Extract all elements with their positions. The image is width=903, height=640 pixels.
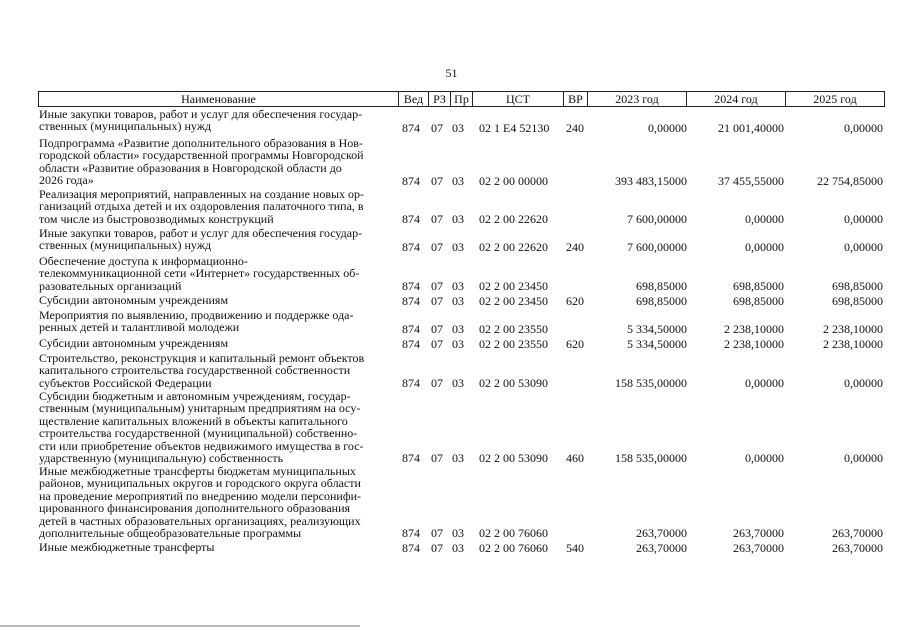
row-2025: 263,70000 <box>832 526 883 540</box>
page-number: 51 <box>445 66 458 80</box>
table-header <box>38 91 885 107</box>
row-ved: 874 <box>402 294 420 308</box>
row-pr: 03 <box>452 322 464 336</box>
row-2023: 5 334,50000 <box>627 322 687 336</box>
row-pr: 03 <box>452 294 464 308</box>
row-cst: 02 2 00 53090 <box>479 376 548 390</box>
row-2024: 263,70000 <box>733 526 784 540</box>
row-2024: 698,85000 <box>733 279 784 293</box>
row-name: Подпрограмма «Развитие дополнительного образования в Нов- городской области» государственной программы Новгородской области «Развитие образования в Новгородской области до 2026 года» <box>39 136 364 188</box>
row-2024: 0,00000 <box>745 451 784 465</box>
row-2023: 158 535,00000 <box>615 451 687 465</box>
row-vr: 620 <box>566 294 584 308</box>
row-cst: 02 2 00 00000 <box>479 174 548 188</box>
row-rz: 07 <box>431 240 443 254</box>
row-cst: 02 2 00 76060 <box>479 541 548 555</box>
table-row <box>38 227 885 253</box>
row-rz: 07 <box>431 376 443 390</box>
table-row <box>38 294 885 307</box>
row-rz: 07 <box>431 121 443 135</box>
row-vr: 620 <box>566 337 584 351</box>
row-name: Субсидии автономным учреждениям <box>39 336 229 350</box>
row-pr: 03 <box>452 240 464 254</box>
row-rz: 07 <box>431 541 443 555</box>
header-vr: ВР <box>563 92 587 106</box>
row-cst: 02 1 Е4 52130 <box>479 121 550 135</box>
row-name: Реализация мероприятий, направленных на создание новых ор- ганизаций отдыха детей и их оздоровления палаточного типа, в том числе из быстровозводимых конструкций <box>39 187 365 226</box>
header-rz: РЗ <box>428 92 450 106</box>
row-2024: 0,00000 <box>745 376 784 390</box>
row-pr: 03 <box>452 451 464 465</box>
row-name: Субсидии автономным учреждениям <box>39 293 229 307</box>
row-vr: 240 <box>566 240 584 254</box>
row-pr: 03 <box>452 174 464 188</box>
row-2024: 0,00000 <box>745 212 784 226</box>
row-cst: 02 2 00 22620 <box>479 212 548 226</box>
row-2023: 263,70000 <box>636 541 687 555</box>
row-pr: 03 <box>452 279 464 293</box>
row-cst: 02 2 00 76060 <box>479 526 548 540</box>
row-name: Обеспечение доступа к информационно- телекоммуникационной сети «Интернет» государственных об- разовательных организаций <box>39 254 360 293</box>
row-cst: 02 2 00 23450 <box>479 279 548 293</box>
header-name: Наименование <box>181 92 256 106</box>
row-2025: 263,70000 <box>832 541 883 555</box>
row-rz: 07 <box>431 526 443 540</box>
row-2025: 22 754,85000 <box>817 174 883 188</box>
row-vr: 540 <box>566 541 584 555</box>
row-cst: 02 2 00 23550 <box>479 322 548 336</box>
table-row <box>38 541 885 554</box>
row-name: Субсидии бюджетным и автономным учреждениям, государ- ственным (муниципальным) унитарным предприятиям на осу- ществление капитальных вложений в объекты капитального строительства государственной (муниципальной) собственно- сти или приобретение объектов недвижимого имущества в гос- ударственную (муниципальную) собственность <box>39 389 364 466</box>
row-ved: 874 <box>402 279 420 293</box>
row-name: Мероприятия по выявлению, продвижению и поддержке ода- ренных детей и талантливой молодежи <box>39 308 354 335</box>
table-row <box>38 108 885 134</box>
row-ved: 874 <box>402 337 420 351</box>
row-2023: 158 535,00000 <box>615 376 687 390</box>
row-ved: 874 <box>402 174 420 188</box>
row-2023: 263,70000 <box>636 526 687 540</box>
row-2025: 698,85000 <box>832 279 883 293</box>
header-cst: ЦСТ <box>472 92 563 106</box>
row-name: Строительство, реконструкция и капитальный ремонт объектов капитального строительства государственной собственности субъектов Российской Федерации <box>39 351 365 390</box>
row-name: Иные межбюджетные трансферты бюджетам муниципальных районов, муниципальных округов и городского округа области на проведение мероприятий по внедрению модели персонифи- цированного финансирования дополнительного образования детей в частных образовательных организациях, реализующих дополнительные общеобразовательные программы <box>39 464 362 541</box>
page-edge-line <box>0 625 360 627</box>
row-ved: 874 <box>402 322 420 336</box>
header-2025: 2025 год <box>785 92 884 106</box>
row-pr: 03 <box>452 541 464 555</box>
row-pr: 03 <box>452 212 464 226</box>
row-2023: 7 600,00000 <box>627 212 687 226</box>
row-2025: 2 238,10000 <box>823 322 883 336</box>
row-ved: 874 <box>402 526 420 540</box>
row-2025: 0,00000 <box>844 376 883 390</box>
row-2024: 2 238,10000 <box>724 337 784 351</box>
row-rz: 07 <box>431 174 443 188</box>
row-ved: 874 <box>402 376 420 390</box>
row-2023: 5 334,50000 <box>627 337 687 351</box>
row-rz: 07 <box>431 322 443 336</box>
row-cst: 02 2 00 23550 <box>479 337 548 351</box>
row-2024: 2 238,10000 <box>724 322 784 336</box>
row-rz: 07 <box>431 294 443 308</box>
row-2023: 7 600,00000 <box>627 240 687 254</box>
row-pr: 03 <box>452 337 464 351</box>
row-2024: 698,85000 <box>733 294 784 308</box>
row-2023: 0,00000 <box>648 121 687 135</box>
row-2023: 393 483,15000 <box>615 174 687 188</box>
row-2025: 0,00000 <box>844 451 883 465</box>
row-pr: 03 <box>452 526 464 540</box>
row-pr: 03 <box>452 121 464 135</box>
row-2025: 698,85000 <box>832 294 883 308</box>
row-ved: 874 <box>402 240 420 254</box>
header-pr: Пр <box>450 92 472 106</box>
row-cst: 02 2 00 23450 <box>479 294 548 308</box>
row-name: Иные межбюджетные трансферты <box>39 540 215 554</box>
row-2024: 263,70000 <box>733 541 784 555</box>
row-cst: 02 2 00 22620 <box>479 240 548 254</box>
row-rz: 07 <box>431 212 443 226</box>
row-vr: 460 <box>566 451 584 465</box>
row-rz: 07 <box>431 337 443 351</box>
row-cst: 02 2 00 53090 <box>479 451 548 465</box>
row-2023: 698,85000 <box>636 279 687 293</box>
header-2023: 2023 год <box>587 92 686 106</box>
row-ved: 874 <box>402 451 420 465</box>
table-row <box>38 188 885 225</box>
table-row <box>38 137 885 187</box>
row-2024: 37 455,55000 <box>718 174 784 188</box>
row-2025: 0,00000 <box>844 240 883 254</box>
table-row <box>38 352 885 389</box>
row-name: Иные закупки товаров, работ и услуг для обеспечения государ- ственных (муниципальных) нужд <box>39 226 363 253</box>
row-vr: 240 <box>566 121 584 135</box>
table-row <box>38 465 885 539</box>
row-ved: 874 <box>402 212 420 226</box>
table-row <box>38 390 885 464</box>
table-row <box>38 255 885 292</box>
row-ved: 874 <box>402 121 420 135</box>
row-2025: 0,00000 <box>844 121 883 135</box>
row-ved: 874 <box>402 541 420 555</box>
row-2023: 698,85000 <box>636 294 687 308</box>
table-row <box>38 337 885 350</box>
row-rz: 07 <box>431 451 443 465</box>
row-2025: 0,00000 <box>844 212 883 226</box>
row-pr: 03 <box>452 376 464 390</box>
header-ved: Вед <box>398 92 428 106</box>
table-row <box>38 309 885 335</box>
row-2024: 21 001,40000 <box>718 121 784 135</box>
row-name: Иные закупки товаров, работ и услуг для обеспечения государ- ственных (муниципальных) нужд <box>39 107 363 134</box>
header-2024: 2024 год <box>686 92 785 106</box>
row-rz: 07 <box>431 279 443 293</box>
row-2025: 2 238,10000 <box>823 337 883 351</box>
row-2024: 0,00000 <box>745 240 784 254</box>
